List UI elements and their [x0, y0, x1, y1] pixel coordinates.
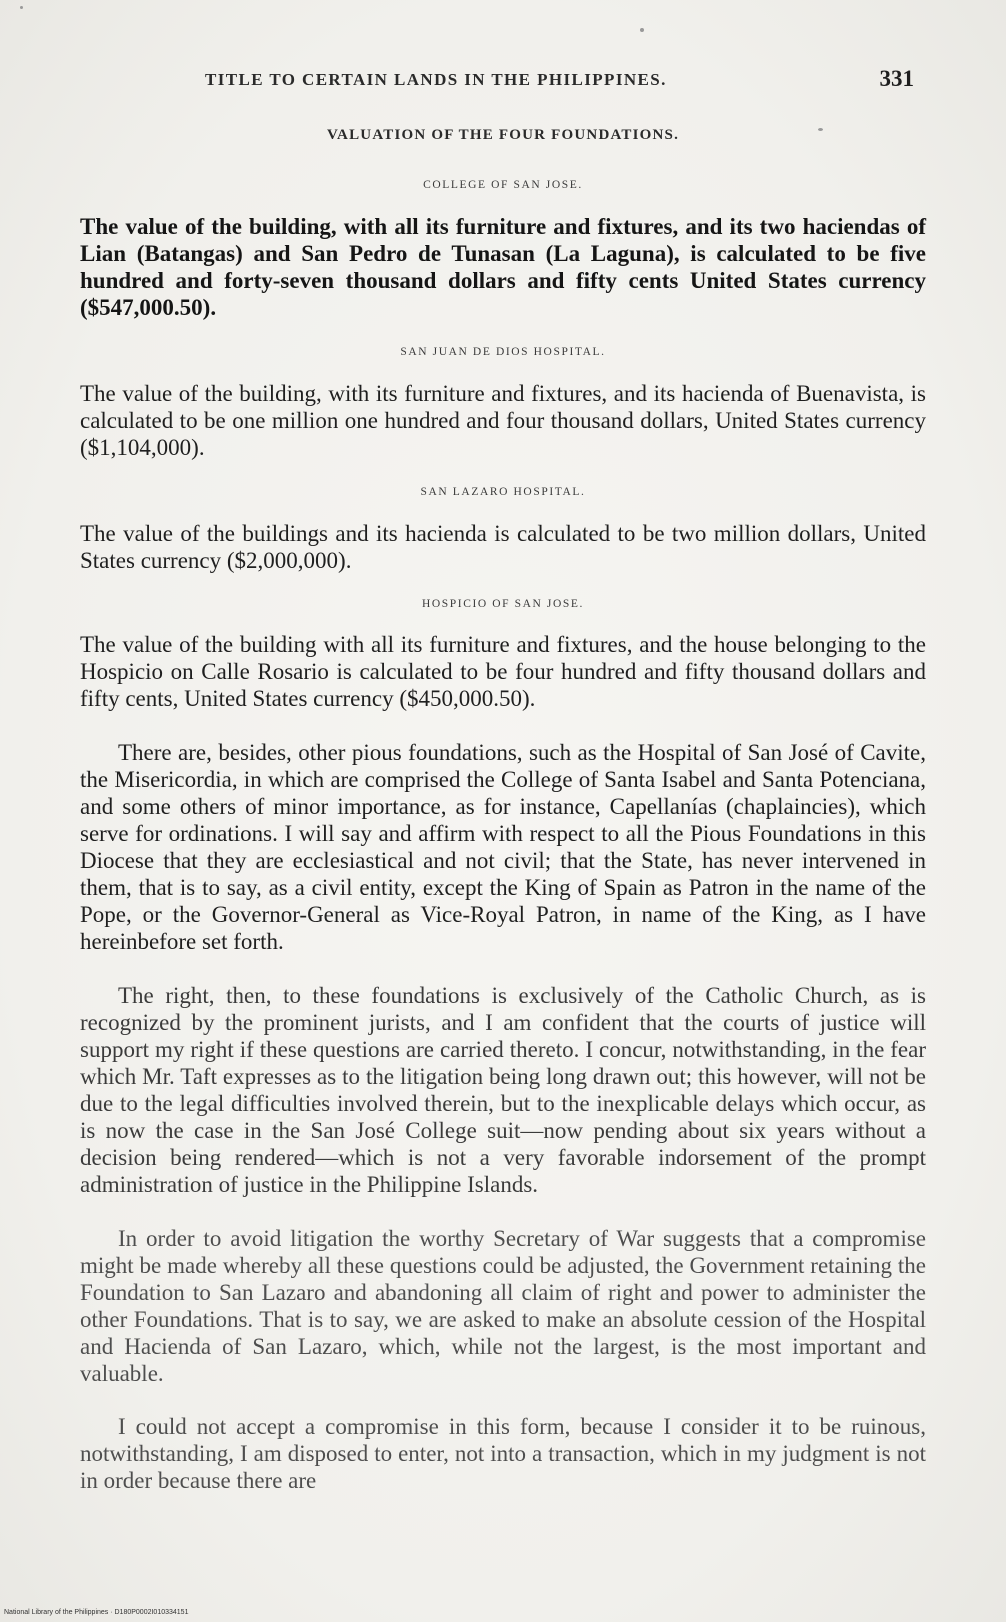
section-text-san-lazaro: The value of the buildings and its hacienda is calculated to be two million dollars, United States currency ($2,000,000).: [80, 521, 926, 573]
body-paragraph: In order to avoid litigation the worthy Secretary of War suggests that a compromise might be made whereby all these questions could be adjusted, the Government retaining the Foundation to San Lazaro and abandoning all claim of right and power to administer the other Foundations. That is to say, we are asked to make an absolute cession of the Hospital and Hacienda of San Lazaro, which, while not the largest, is the most important and valuable.: [80, 1226, 926, 1386]
section-text-college-of-san-jose: The value of the building, with all its furniture and fixtures, and its two haciendas of Lian (Batangas) and San Pedro de Tunasan (La Laguna), is calculated to be five hundred and forty-seven thousand dollars and fifty cents United States currency ($547,000.50).: [80, 214, 926, 320]
scan-speck: [640, 28, 644, 32]
scan-speck: [20, 6, 23, 9]
section-text-hospicio: The value of the building with all its furniture and fixtures, and the house belonging to the Hospicio on Calle Rosario is calculated to be four hundred and fifty thousand dollars and fifty cents, United States currency ($450,000.50).: [80, 632, 926, 711]
section-heading-san-lazaro: SAN LAZARO HOSPITAL.: [420, 486, 586, 498]
running-title: TITLE TO CERTAIN LANDS IN THE PHILIPPINES.: [205, 70, 667, 89]
page-number: 331: [879, 66, 914, 91]
section-heading-san-juan-de-dios: SAN JUAN DE DIOS HOSPITAL.: [400, 346, 606, 358]
section-heading-college-of-san-jose: COLLEGE OF SAN JOSE.: [423, 179, 583, 191]
section-heading-hospicio: HOSPICIO OF SAN JOSE.: [421, 598, 585, 610]
page-header: [80, 68, 920, 98]
body-paragraph: The right, then, to these foundations is exclusively of the Catholic Church, as is recognized by the prominent jurists, and I am confident that the courts of justice will support my right if these questions are carried thereto. I concur, notwithstanding, in the fear which Mr. Taft expresses as to the litigation being long drawn out; this however, will not be due to the legal difficulties involved therein, but to the inexplicable delays which occur, as is now the case in the San José College suit—now pending about six years without a decision being rendered—which is not a very favorable indorsement of the prompt administration of justice in the Philippine Islands.: [80, 983, 926, 1197]
section-text-san-juan-de-dios: The value of the building, with its furniture and fixtures, and its hacienda of Buenavista, is calculated to be one million one hundred and four thousand dollars, United States currency ($1,104,000).: [80, 381, 926, 460]
scan-footer-note: National Library of the Philippines · D180P0002I010334151: [4, 1609, 189, 1616]
body-paragraph: There are, besides, other pious foundations, such as the Hospital of San José of Cavite, the Misericordia, in which are comprised the College of Santa Isabel and Santa Potenciana, and some others of minor importance, as for instance, Capellanías (chaplaincies), which serve for ordinations. I will say and affirm with respect to all the Pious Foundations in this Diocese that they are ecclesiastical and not civil; that the State, has never intervened in them, that is to say, as a civil entity, except the King of Spain as Patron in the name of the Pope, or the Governor-General as Vice-Royal Patron, in name of the King, as I have hereinbefore set forth.: [80, 740, 926, 954]
scan-speck: [818, 128, 823, 131]
main-heading: VALUATION OF THE FOUR FOUNDATIONS.: [326, 127, 680, 143]
body-paragraph: I could not accept a compromise in this form, because I consider it to be ruinous, notwithstanding, I am disposed to enter, not into a transaction, which in my judgment is not in order because there are: [80, 1414, 926, 1493]
